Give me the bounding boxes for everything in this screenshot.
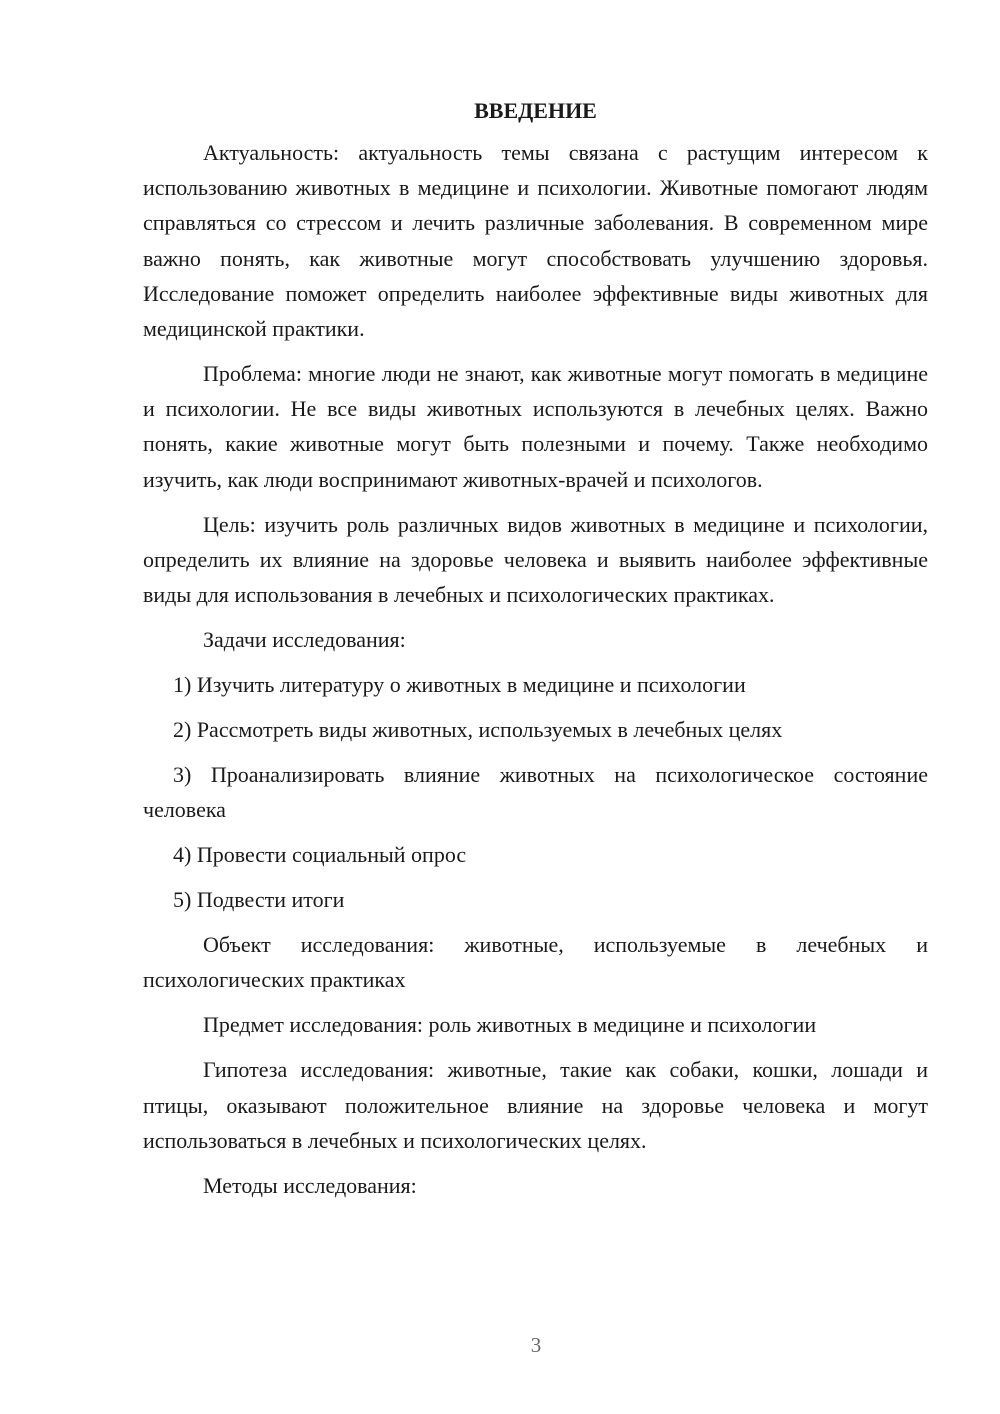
problem-paragraph: Проблема: многие люди не знают, как животные могут помогать в медицине и психологии. Не все виды животных используются в лечебных целях. Важно понять, какие животные могут быть полезными и почему. Также необходимо изучить, как люди воспринимают животных-врачей и психологов. — [143, 361, 928, 492]
task-item-3: 3) Проанализировать влияние животных на психологическое состояние человека — [143, 762, 928, 823]
tasks-title: Задачи исследования: — [203, 627, 406, 653]
page-number: 3 — [530, 1333, 542, 1357]
methods-title: Методы исследования: — [203, 1172, 417, 1198]
task-item-5: 5) Подвести итоги — [173, 887, 345, 913]
task-item-1: 1) Изучить литературу о животных в медицине и психологии — [173, 672, 746, 698]
page-title: ВВЕДЕНИЕ — [474, 98, 597, 123]
relevance-paragraph: Актуальность: актуальность темы связана с растущим интересом к использованию животных в медицине и психологии. Животные помогают людям справляться со стрессом и лечить различные заболевания. В современном мире важно понять, как животные могут способствовать улучшению здоровья. Исследование поможет определить наиболее эффективные виды животных для медицинской практики. — [143, 140, 928, 342]
object-paragraph: Объект исследования: животные, используемые в лечебных и психологических практиках — [143, 932, 928, 993]
document-body — [143, 94, 928, 1203]
hypothesis-paragraph: Гипотеза исследования: животные, такие как собаки, кошки, лошади и птицы, оказывают положительное влияние на здоровье человека и могут использоваться в лечебных и психологических целях. — [143, 1057, 928, 1153]
goal-paragraph: Цель: изучить роль различных видов животных в медицине и психологии, определить их влияние на здоровье человека и выявить наиболее эффективные виды для использования в лечебных и психологических практиках. — [143, 511, 928, 608]
subject-paragraph: Предмет исследования: роль животных в медицине и психологии — [203, 1012, 817, 1038]
task-item-4: 4) Провести социальный опрос — [173, 842, 467, 868]
task-item-2: 2) Рассмотреть виды животных, используемых в лечебных целях — [173, 717, 783, 743]
